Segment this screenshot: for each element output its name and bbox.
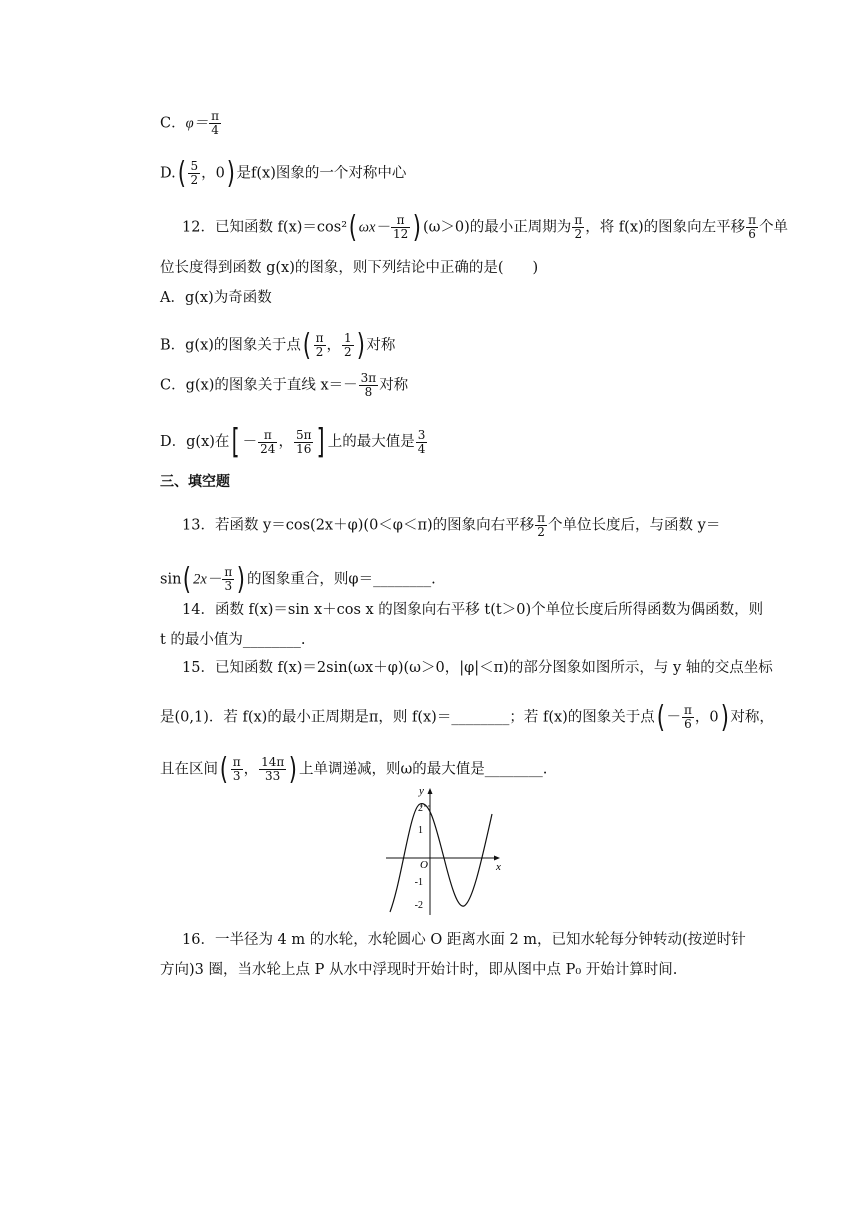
q13-line2: sin( 2x－ $\frac{\pi}{3}$ ) 的图象重合，则φ＝________. (160, 561, 436, 597)
section-heading: 三、填空题 (160, 474, 230, 490)
option-d-prev: D.( $\frac{5}{2}$ ，0) 是f(x)图象的一个对称中心 (160, 155, 407, 191)
q12-line1: 12．已知函数 f(x)＝cos²( ωx－ $\frac{\pi}{12}$ ) (ω＞0)的最小正周期为 $\frac{\pi}{2}$ ，将 f(x)的图象向左平移 $\frac{\pi}{6}$ 个单 (182, 209, 789, 245)
y-axis-arrow (428, 788, 433, 794)
fraction: $\frac{5}{2}$ (190, 159, 199, 187)
q12-option-a: A．g(x)为奇函数 (160, 290, 272, 306)
sine-graph (378, 780, 508, 920)
q15-line3: 且在区间( $\frac{\pi}{3}$ ， $\frac{14\pi}{33}$ ) 上单调递减，则ω的最大值是________. (160, 751, 548, 787)
q16-line1: 16．一半径为 4 m 的水轮，水轮圆心 O 距离水面 2 m，已知水轮每分钟转动(按逆时针 (182, 932, 746, 948)
q12-option-b: B．g(x)的图象关于点( $\frac{\pi}{2}$ ， $\frac{1}{2}$ ) 对称 (160, 327, 396, 363)
q16-line2: 方向)3 圈，当水轮上点 P 从水中浮现时开始计时，即从图中点 P₀ 开始计算时间. (160, 962, 678, 978)
q15-line2: 是(0,1)．若 f(x)的最小正周期是π，则 f(x)＝________；若 f(x)的图象关于点( － $\frac{\pi}{6}$ ，0) 对称， (160, 699, 774, 735)
y-axis-label: y (419, 785, 424, 797)
origin-label: O (420, 859, 428, 871)
option-c-prev: C．φ＝ $\frac{\pi}{4}$ (160, 109, 220, 137)
q12-option-d: D．g(x)在[ － $\frac{\pi}{24}$ ， $\frac{5\pi}{16}$ ] 上的最大值是 $\frac{3}{4}$ (160, 422, 426, 462)
q12-option-c: C．g(x)的图象关于直线 x＝－ $\frac{3\pi}{8}$ 对称 (160, 371, 409, 399)
x-axis-label: x (496, 861, 501, 873)
q13-line1: 13．若函数 y＝cos(2x＋φ)(0＜φ＜π)的图象向右平移 $\frac{\pi}{2}$ 个单位长度后，与函数 y＝ (182, 511, 721, 539)
q15-line1: 15．已知函数 f(x)＝2sin(ωx＋φ)(ω＞0，|φ|＜π)的部分图象如图所示，与 y 轴的交点坐标 (182, 660, 773, 676)
q12-line2: 位长度得到函数 g(x)的图象，则下列结论中正确的是( ) (160, 260, 539, 276)
tick-label-1: 1 (418, 825, 423, 836)
fraction: $\frac{\pi}{4}$ (211, 109, 220, 137)
q14-line2: t 的最小值为________. (160, 632, 306, 648)
tick-label-neg1: -1 (414, 877, 423, 888)
x-axis-arrow (494, 856, 500, 861)
tick-label-2: 2 (418, 803, 423, 814)
tick-label-neg2: -2 (414, 900, 423, 911)
q14-line1: 14．函数 f(x)＝sin x＋cos x 的图象向右平移 t(t＞0)个单位长度后所得函数为偶函数，则 (182, 602, 764, 618)
